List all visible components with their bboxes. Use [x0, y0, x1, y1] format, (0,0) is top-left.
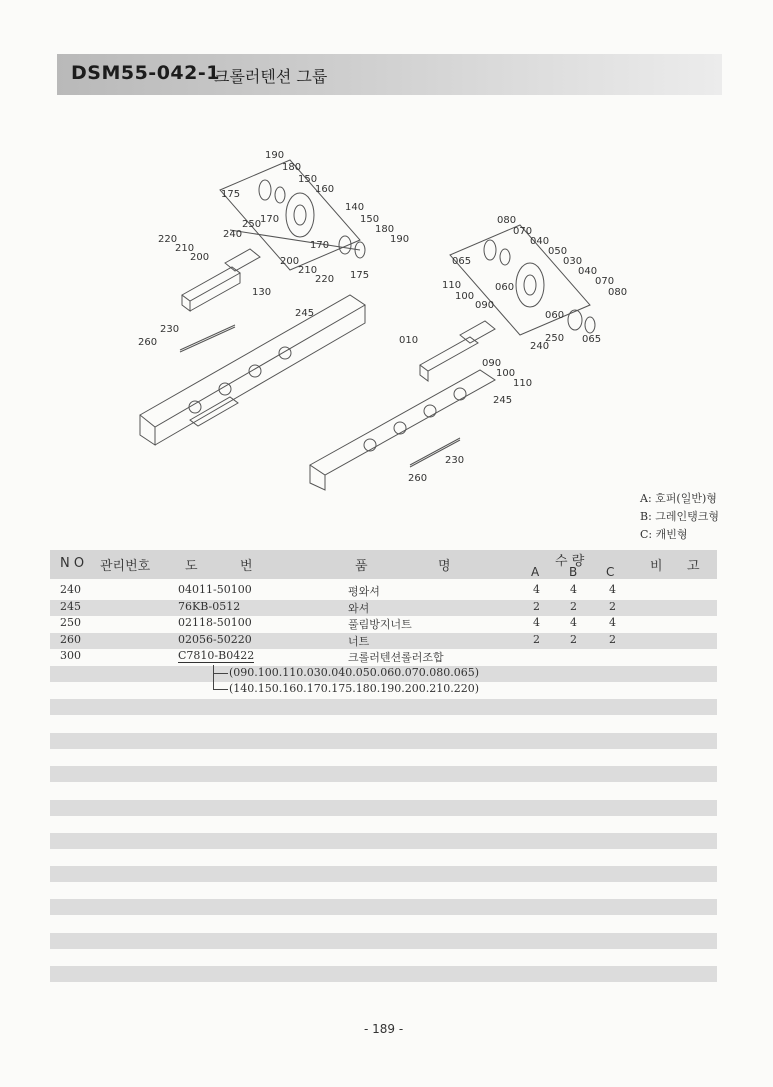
header-name-b: 명	[438, 559, 451, 574]
table-stripe	[50, 699, 717, 715]
header-drawing-b: 번	[240, 559, 253, 574]
header-no: N O	[60, 556, 85, 571]
table-stripe	[50, 899, 717, 915]
table-stripe	[50, 866, 717, 882]
section-header	[57, 54, 722, 95]
row-qty-a: 2	[533, 600, 540, 613]
sub-item-list: (140.150.160.170.175.180.190.200.210.220)	[229, 682, 480, 695]
label-060-b: 060	[545, 310, 565, 321]
label-190-b: 190	[390, 234, 410, 245]
row-name: 너트	[348, 635, 370, 648]
label-160: 160	[315, 184, 335, 195]
label-030: 030	[563, 256, 583, 267]
row-qty-c: 4	[609, 583, 616, 596]
label-180: 180	[282, 162, 302, 173]
row-drawing: 02118-50100	[178, 616, 252, 629]
label-065: 065	[452, 256, 472, 267]
label-230-b: 230	[445, 455, 465, 466]
table-stripe	[50, 833, 717, 849]
page-number: - 189 -	[364, 1022, 404, 1036]
sub-item-list: (090.100.110.030.040.050.060.070.080.065)	[229, 666, 480, 679]
table-stripe	[50, 800, 717, 816]
header-management-no: 관리번호	[100, 559, 151, 574]
legend-item-b: B: 그레인탱크형	[640, 510, 720, 523]
label-110-b: 110	[513, 378, 533, 389]
label-090-b: 090	[482, 358, 502, 369]
label-070-b: 070	[595, 276, 615, 287]
row-qty-a: 2	[533, 633, 540, 646]
row-qty-b: 4	[570, 583, 577, 596]
label-180-b: 180	[375, 224, 395, 235]
label-240-b: 240	[530, 341, 550, 352]
label-150-b: 150	[360, 214, 380, 225]
label-220: 220	[158, 234, 178, 245]
row-no: 300	[60, 649, 81, 662]
header-qty-a: A	[531, 565, 540, 579]
label-260-b: 260	[408, 473, 428, 484]
row-no: 250	[60, 616, 81, 629]
label-100-b: 100	[496, 368, 516, 379]
label-240: 240	[223, 229, 243, 240]
label-200: 200	[190, 252, 210, 263]
row-drawing: 02056-50220	[178, 633, 252, 646]
label-220-b: 220	[315, 274, 335, 285]
sub-item-connector	[213, 665, 228, 690]
label-175-b: 175	[350, 270, 370, 281]
label-230: 230	[160, 324, 180, 335]
label-070: 070	[513, 226, 533, 237]
label-245: 245	[295, 308, 315, 319]
label-210-b: 210	[298, 265, 318, 276]
label-040: 040	[530, 236, 550, 247]
row-qty-c: 2	[609, 600, 616, 613]
label-080-b: 080	[608, 287, 628, 298]
row-no: 240	[60, 583, 81, 596]
row-qty-a: 4	[533, 616, 540, 629]
header-qty-c: C	[606, 565, 615, 579]
row-name: 크롤러텐션롤러조합	[348, 651, 444, 664]
label-100: 100	[455, 291, 475, 302]
table-stripe	[50, 966, 717, 982]
row-drawing: 76KB-0512	[178, 600, 241, 613]
header-drawing-a: 도	[185, 559, 198, 574]
table-stripe	[50, 633, 717, 649]
label-190: 190	[265, 150, 285, 161]
legend-item-a: A: 호퍼(일반)형	[640, 492, 717, 505]
label-200-b: 200	[280, 256, 300, 267]
label-150: 150	[298, 174, 318, 185]
label-250: 250	[242, 219, 262, 230]
row-no: 260	[60, 633, 81, 646]
row-qty-b: 4	[570, 616, 577, 629]
section-title: 크롤러텐션 그룹	[214, 67, 328, 86]
label-245-b: 245	[493, 395, 513, 406]
table-stripe	[50, 933, 717, 949]
row-no: 245	[60, 600, 81, 613]
exploded-parts-diagram	[120, 145, 628, 490]
row-qty-b: 2	[570, 633, 577, 646]
label-130: 130	[252, 287, 272, 298]
row-qty-c: 4	[609, 616, 616, 629]
header-qty-b: B	[569, 565, 578, 579]
header-remark-b: 고	[687, 559, 700, 574]
label-065-b: 065	[582, 334, 602, 345]
legend-item-c: C: 캐빈형	[640, 528, 688, 541]
header-remark-a: 비	[650, 559, 663, 574]
label-170-b: 170	[310, 240, 330, 251]
table-stripe	[50, 766, 717, 782]
row-name: 풀림방지너트	[348, 618, 412, 631]
label-090: 090	[475, 300, 495, 311]
model-legend	[640, 490, 719, 544]
label-210: 210	[175, 243, 195, 254]
label-060: 060	[495, 282, 515, 293]
label-110: 110	[442, 280, 462, 291]
section-code: DSM55-042-1	[71, 62, 220, 84]
label-260: 260	[138, 337, 158, 348]
label-250-b: 250	[545, 333, 565, 344]
row-qty-a: 4	[533, 583, 540, 596]
label-010: 010	[399, 335, 419, 346]
row-qty-b: 2	[570, 600, 577, 613]
header-quantity: 수 량	[555, 554, 585, 569]
row-drawing: C7810-B0422	[178, 649, 255, 662]
table-stripe	[50, 733, 717, 749]
header-name-a: 품	[355, 559, 368, 574]
label-080: 080	[497, 215, 517, 226]
label-050: 050	[548, 246, 568, 257]
label-040-b: 040	[578, 266, 598, 277]
row-name: 와셔	[348, 602, 370, 615]
label-140: 140	[345, 202, 365, 213]
label-170: 170	[260, 214, 280, 225]
table-stripe	[50, 600, 717, 616]
parts-table-header	[50, 550, 717, 579]
label-175: 175	[221, 189, 241, 200]
row-name: 평와셔	[348, 585, 380, 598]
row-qty-c: 2	[609, 633, 616, 646]
row-drawing: 04011-50100	[178, 583, 252, 596]
